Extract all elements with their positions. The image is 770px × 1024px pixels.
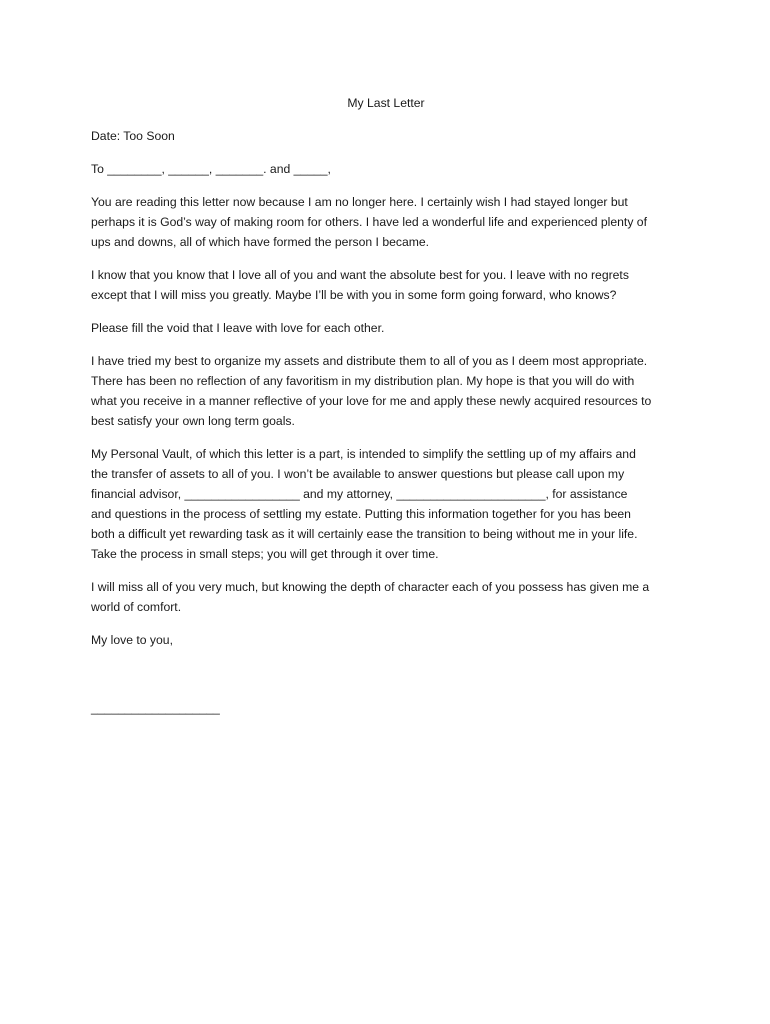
- signature-line: ___________________: [91, 701, 220, 715]
- text-line: world of comfort.: [91, 600, 182, 614]
- paragraph-love: [91, 265, 681, 305]
- text-line: and questions in the process of settling my estate. Putting this information together for you has been: [91, 507, 631, 521]
- text-line: best satisfy your own long term goals.: [91, 414, 295, 428]
- paragraph-intro: [91, 192, 681, 252]
- text-line: My Personal Vault, of which this letter is a part, is intended to simplify the settling up of my affairs and: [91, 447, 636, 461]
- text-line: You are reading this letter now because I am no longer here. I certainly wish I had stayed longer but: [91, 195, 628, 209]
- text-line: Take the process in small steps; you will get through it over time.: [91, 547, 439, 561]
- text-line: Please fill the void that I leave with love for each other.: [91, 321, 385, 335]
- text-line: both a difficult yet rewarding task as it will certainly ease the transition to being without me in your life.: [91, 527, 638, 541]
- paragraph-comfort: [91, 577, 681, 617]
- paragraph-void: [91, 318, 681, 338]
- text-line: There has been no reflection of any favoritism in my distribution plan. My hope is that you will do with: [91, 374, 635, 388]
- text-line: ups and downs, all of which have formed the person I became.: [91, 235, 430, 249]
- closing-line: My love to you,: [91, 633, 173, 647]
- text-line: I will miss all of you very much, but knowing the depth of character each of you possess has given me a: [91, 580, 650, 594]
- text-line: I have tried my best to organize my assets and distribute them to all of you as I deem most appropriate.: [91, 354, 648, 368]
- paragraph-assets: [91, 351, 681, 431]
- text-line: perhaps it is God’s way of making room for others. I have led a wonderful life and experienced plenty of: [91, 215, 647, 229]
- text-line: financial advisor, _________________ and my attorney, ______________________, for assistance: [91, 487, 628, 501]
- text-line: except that I will miss you greatly. Maybe I’ll be with you in some form going forward, who knows?: [91, 288, 617, 302]
- date-line: Date: Too Soon: [91, 129, 175, 143]
- recipients-line: To ________, ______, _______. and _____,: [91, 162, 331, 176]
- text-line: I know that you know that I love all of you and want the absolute best for you. I leave with no regrets: [91, 268, 629, 282]
- text-line: what you receive in a manner reflective of your love for me and apply these newly acquired resources to: [91, 394, 652, 408]
- letter-body: [91, 93, 681, 715]
- paragraph-vault: [91, 444, 681, 564]
- letter-title: My Last Letter: [347, 96, 425, 110]
- text-line: the transfer of assets to all of you. I won’t be available to answer questions but please call upon my: [91, 467, 625, 481]
